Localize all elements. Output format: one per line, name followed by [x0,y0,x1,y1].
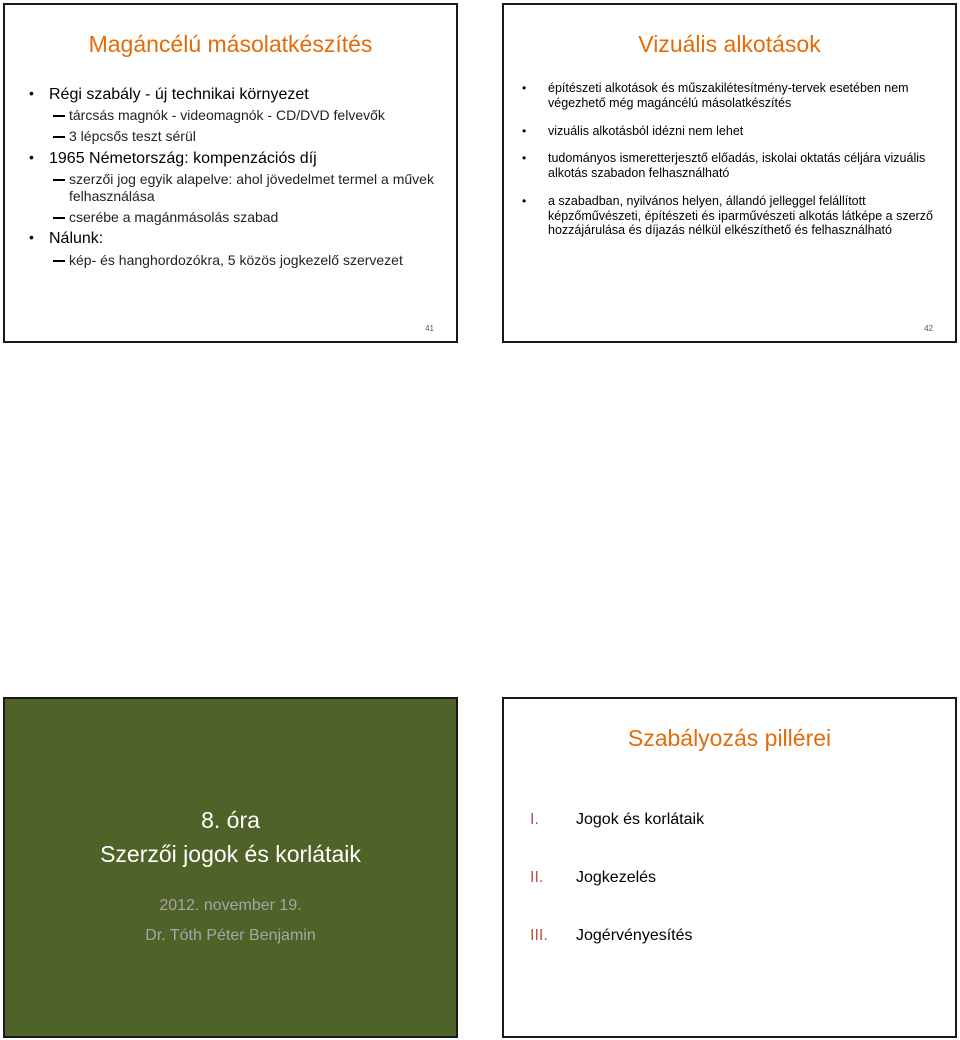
slide-title: Magáncélú másolatkészítés [88,31,373,57]
pillar-label: Jogérvényesítés [576,927,693,944]
pillar-label: Jogok és korlátaik [576,811,705,828]
bullet-icon: • [29,148,34,165]
slide-title: Szabályozás pillérei [627,725,832,751]
sub-bullet-item: tárcsás magnók - videomagnók - CD/DVD felvevők [29,107,446,124]
dash-icon [53,179,65,181]
slide-42 [502,3,957,343]
dash-icon [53,260,65,262]
lecture-date: 2012. november 19. [159,897,302,914]
bullet-icon: • [522,193,527,208]
slide-number: 42 [924,324,933,333]
bullet-item: • építészeti alkotások és műszakilétesítmény-tervek esetében nem végezhető még magáncélú másolatkészítés [522,81,909,110]
slide-title: Vizuális alkotások [638,31,821,57]
sub-bullet-item: 3 lépcsős teszt sérül [29,128,446,145]
dash-icon [53,136,65,138]
pillar-numeral: II. [530,869,544,886]
slide-cover [3,697,458,1038]
slide-41 [3,3,458,343]
lecture-heading: 8. óra [201,807,260,833]
bullet-item: • tudományos ismeretterjesztő előadás, iskolai oktatás céljára vizuális alkotás szabadon felhasználható [522,151,926,180]
sub-bullet-item: cserébe a magánmásolás szabad [29,209,446,226]
bullet-item: • Régi szabály - új technikai környezet [29,85,309,103]
bullet-icon: • [522,151,527,166]
dash-icon [53,217,65,219]
sub-bullet-item: szerzői jog egyik alapelve: ahol jövedelmet termel a művek felhasználása [29,171,446,205]
bullet-list [29,85,446,272]
dash-icon [53,115,65,117]
slide-44 [502,697,957,1038]
bullet-icon: • [29,85,34,101]
bullet-item: • 1965 Németország: kompenzációs díj [29,148,317,167]
lecture-subheading: Szerzői jogok és korlátaik [100,841,361,867]
pillar-numeral: III. [530,927,548,944]
pillar-numeral: I. [530,811,539,828]
bullet-item: • a szabadban, nyilvános helyen, állandó jelleggel felállított képzőművészeti, építészeti és iparművészeti alkotás látképe a szerző hozzájárulása és díjazás nélkül elkészíthető és felhasználható [522,193,933,238]
lecture-author: Dr. Tóth Péter Benjamin [145,927,316,944]
bullet-item: • vizuális alkotásból idézni nem lehet [522,123,744,138]
sub-bullet-item: kép- és hanghordozókra, 5 közös jogkezelő szervezet [29,252,446,269]
bullet-icon: • [522,123,527,138]
bullet-icon: • [29,229,34,246]
bullet-item: • Nálunk: [29,229,104,248]
bullet-list [514,81,941,251]
slide-number: 41 [425,324,434,333]
pillar-label: Jogkezelés [576,869,657,886]
bullet-icon: • [522,81,527,95]
